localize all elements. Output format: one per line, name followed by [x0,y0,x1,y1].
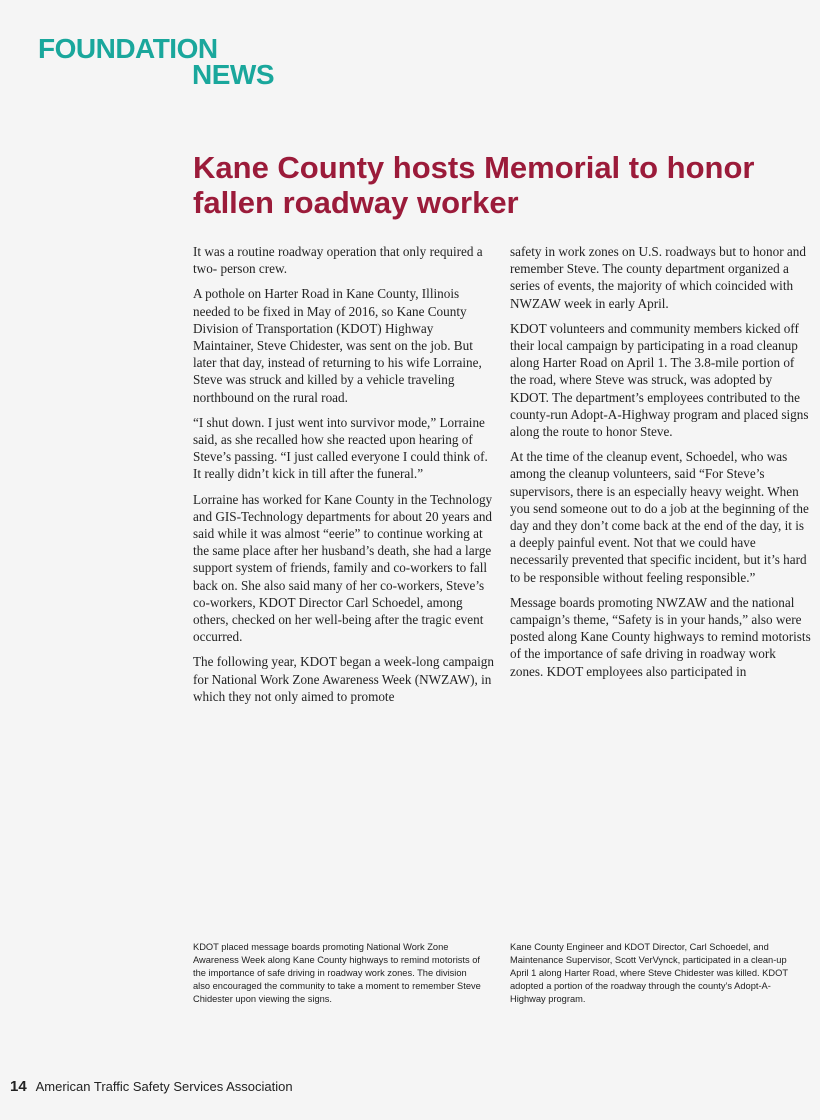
paragraph: At the time of the cleanup event, Schoedel, who was among the cleanup volunteers, said “For Steve’s supervisors, there is an especially heavy weight. When you send someone out to do a job at the beginning of the day and they don’t come back at the end of the day, it is a deeply painful event. Not that we could have necessarily prevented that specific incident, but it’s hard to be responsible without feeling responsible.” [510,449,809,585]
publisher-name: American Traffic Safety Services Association [35,1079,293,1094]
photo-caption-left: KDOT placed message boards promoting National Work Zone Awareness Week along Kane County highways to remind motorists of the importance of safe driving in roadway work zones. The division also encouraged the community to take a moment to remember Steve Chidester upon viewing the signs. [193,942,481,1004]
page-footer [10,1078,293,1095]
paragraph: It was a routine roadway operation that only required a two- person crew. [193,244,483,277]
article-column-left [193,243,495,713]
paragraph: “I shut down. I just went into survivor mode,” Lorraine said, as she recalled how she reacted upon hearing of Steve’s passing. “I just called everyone I could think of. It really didn’t kick in till after the funeral.” [193,414,488,482]
article-column-right [510,243,812,688]
masthead-line-2: NEWS [192,59,274,90]
masthead [38,33,274,90]
paragraph: A pothole on Harter Road in Kane County, Illinois needed to be fixed in May of 2016, so Kane County Division of Transportation (KDOT) Highway Maintainer, Steve Chidester, was sent on the job. But later that day, instead of returning to his wife Lorraine, Steve was struck and killed by a vehicle traveling northbound on the rural road. [193,286,482,405]
article-headline: Kane County hosts Memorial to honor fallen roadway worker [193,150,755,220]
paragraph: safety in work zones on U.S. roadways but to honor and remember Steve. The county department organized a series of events, the majority of which coincided with NWZAW week in early April. [510,244,806,311]
paragraph: The following year, KDOT began a week-long campaign for National Work Zone Awareness Week (NWZAW), in which they not only aimed to promote [193,654,494,704]
paragraph: Message boards promoting NWZAW and the national campaign’s theme, “Safety is in your hands,” also were posted along Kane County highways to remind motorists of the importance of safe driving in roadway work zones. KDOT employees also participated in [510,594,811,679]
paragraph: KDOT volunteers and community members kicked off their local campaign by participating in a road cleanup along Harter Road on April 1. The 3.8-mile portion of the road, where Steve was struck, was adopted by KDOT. The department’s employees contributed to the county-run Adopt-A-Highway program and placed signs along the route to honor Steve. [510,320,809,440]
page-number: 14 [10,1078,27,1095]
paragraph: Lorraine has worked for Kane County in the Technology and GIS-Technology departments for about 20 years and said while it was almost “eerie” to continue working at the same place after her husband’s death, she had a large support system of friends, family and co-workers to fall back on. She also said many of her co-workers, Steve’s co-workers, KDOT Director Carl Schoedel, among others, checked on her well-being after the tragic event occurred. [193,491,493,645]
photo-caption-right: Kane County Engineer and KDOT Director, Carl Schoedel, and Maintenance Supervisor, Scott VerVynck, participated in a clean-up April 1 along Harter Road, where Steve Chidester was killed. KDOT adopted a portion of the roadway through the county’s Adopt-A-Highway program. [510,942,788,1004]
masthead-line-1: FOUNDATION [38,33,218,64]
